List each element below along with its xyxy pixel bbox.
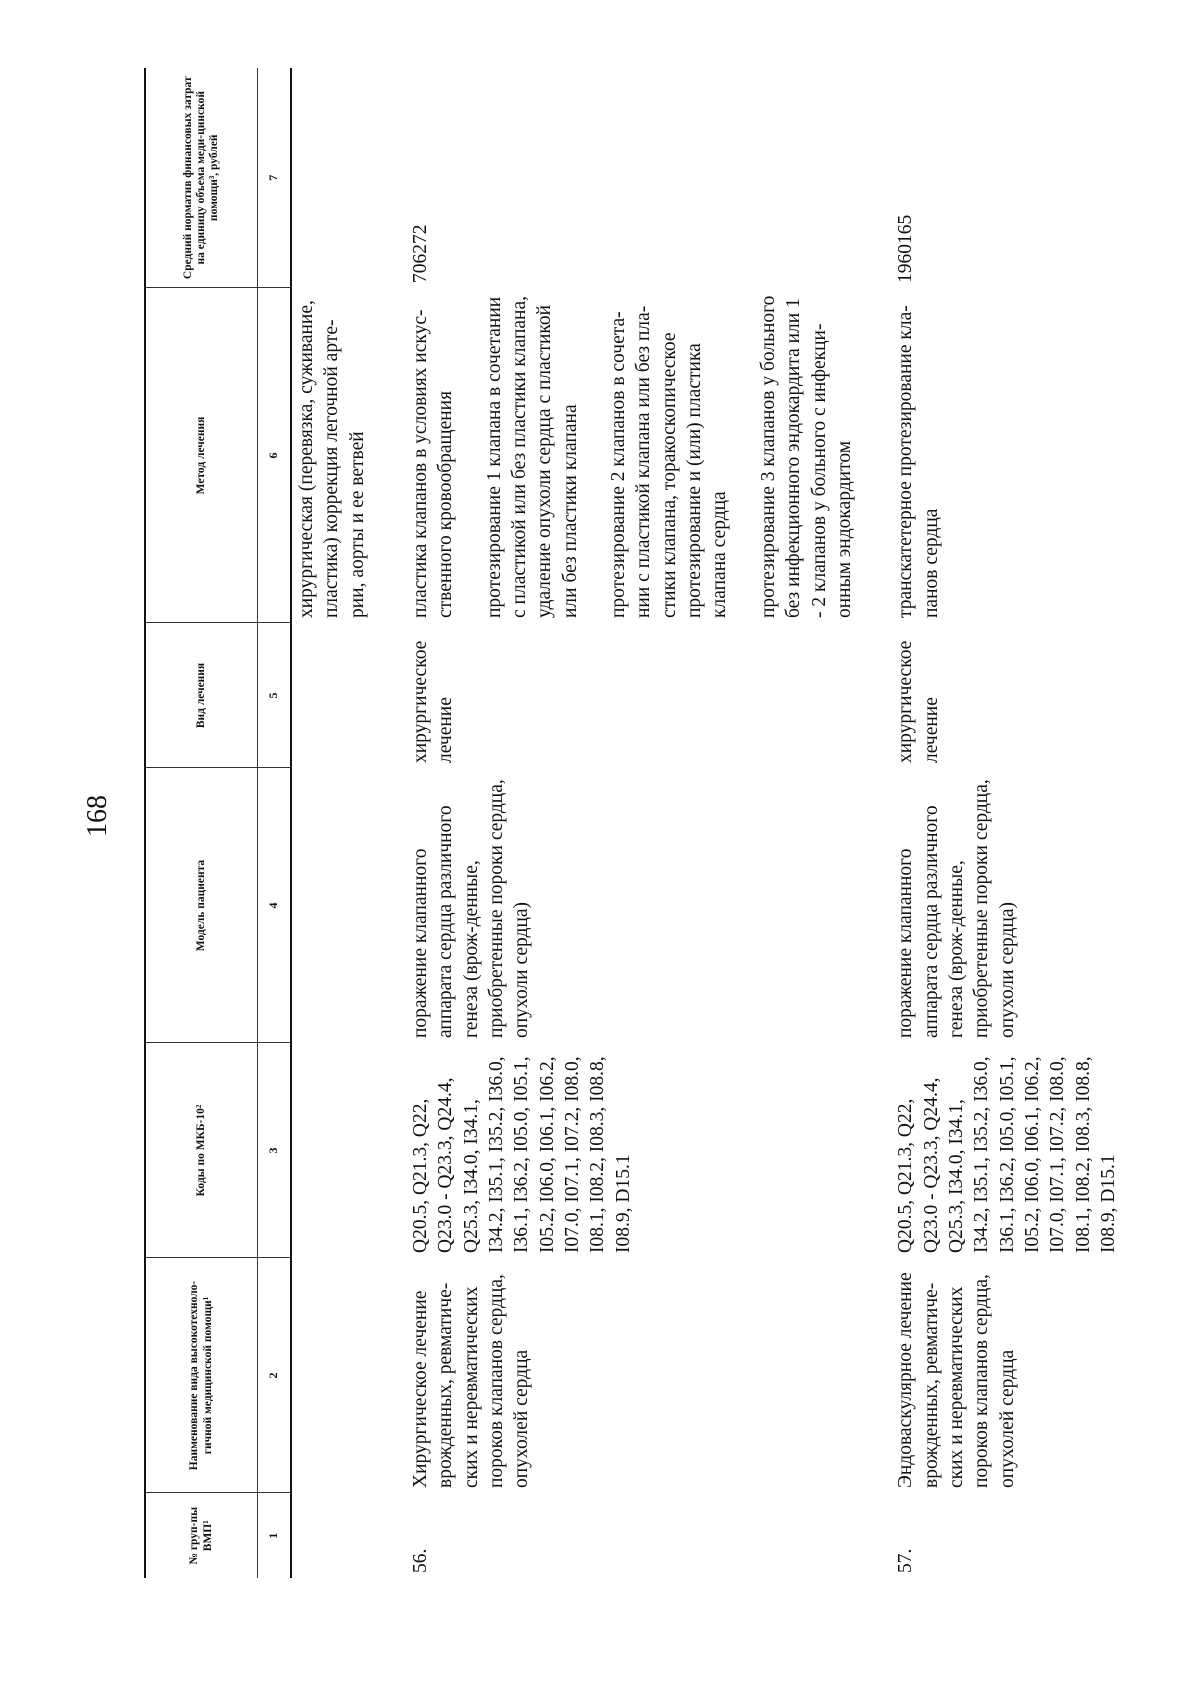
header-row: [145, 68, 258, 1578]
patient-model: поражение клапанного аппарата сердца различного генеза (врож-денные, приобретенные пороки сердца, опухоли сердца): [410, 779, 533, 1038]
vmp-name: Хирургическое лечение врожденных, ревматиче-ских и неревматических пороков клапанов сердца, опухолей сердца: [410, 1274, 533, 1488]
header-name: Наименование вида высокотехноло-гичной медицинской помощи¹: [145, 1258, 258, 1493]
header-method: Метод лечения: [145, 288, 258, 623]
continuation-row: [291, 68, 406, 1578]
column-number: 2: [258, 1258, 292, 1493]
table-row: [406, 68, 859, 1578]
header-group: № груп-пы ВМП¹: [145, 1493, 258, 1578]
column-number: 1: [258, 1493, 292, 1578]
method-item: протезирование 3 клапанов у больного без инфекционного эндокардита или 1 - 2 клапанов у больного с инфекци-онным эндокардитом: [757, 295, 855, 618]
method-item: пластика клапанов в условиях искус-ственного кровообращения: [410, 309, 457, 618]
icd-codes: Q20.5, Q21.3, Q22, Q23.0 - Q23.3, Q24.4, Q25.3, I34.0, I34.1, I34.2, I35.1, I35.2, I36.0, I36.1, I36.2, I05.0, I05.1, I05.2, I06.0, I06.1, I06.2, I07.0, I07.1, I07.2, I08.0, I08.1, I08.2, I08.3, I08.8, I08.9, D15.1: [410, 1056, 634, 1253]
vmp-table: [144, 68, 1123, 1578]
method-cell: [406, 288, 859, 623]
page-number: 168: [82, 795, 113, 837]
method-cell: [891, 288, 1123, 623]
row-spacer: [859, 68, 891, 1578]
header-treatment: Вид лечения: [145, 623, 258, 768]
cost-value: 706272: [410, 224, 432, 283]
group-number: 57.: [895, 1548, 917, 1573]
treatment-type: хирургическое лечение: [410, 640, 457, 763]
document-page: [144, 68, 1200, 1578]
group-number: 56.: [410, 1548, 432, 1573]
icd-codes: Q20.5, Q21.3, Q22, Q23.0 - Q23.3, Q24.4, Q25.3, I34.0, I34.1, I34.2, I35.1, I35.2, I36.0, I36.1, I36.2, I05.0, I05.1, I05.2, I06.0, I06.1, I06.2, I07.0, I07.1, I07.2, I08.0, I08.1, I08.2, I08.3, I08.8, I08.9, D15.1: [895, 1056, 1119, 1253]
header-codes: Коды по МКБ-10²: [145, 1043, 258, 1258]
vmp-name: Эндоваскулярное лечение врожденных, ревматиче-ских и неревматических пороков клапанов сердца, опухолей сердца: [895, 1272, 1018, 1488]
treatment-type: хирургическое лечение: [895, 640, 942, 763]
table-row: [891, 68, 1123, 1578]
column-number: 7: [258, 68, 292, 288]
cost-value: 1960165: [895, 214, 917, 283]
column-number-row: [258, 68, 292, 1578]
method-cell: хирургическая (перевязка, суживание, пластика) коррекция легочной арте-рии, аорты и ее ветвей: [296, 300, 368, 618]
method-item: протезирование 1 клапана в сочетании с пластикой или без пластики клапана, удаление опухоли сердца с пластикой или без пластики клапана: [483, 296, 581, 618]
method-item: протезирование 2 клапанов в сочета-нии с пластикой клапана или без пла-стики клапана, торакоскопическое протезирование и (или) пластика клапана сердца: [608, 305, 731, 618]
column-number: 3: [258, 1043, 292, 1258]
column-number: 6: [258, 288, 292, 623]
column-number: 4: [258, 768, 292, 1043]
header-model: Модель пациента: [145, 768, 258, 1043]
patient-model: поражение клапанного аппарата сердца различного генеза (врож-денные, приобретенные пороки сердца, опухоли сердца): [895, 779, 1018, 1038]
method-item: транскатетерное протезирование кла-панов сердца: [895, 305, 942, 618]
column-number: 5: [258, 623, 292, 768]
header-cost: Средний норматив финансовых затрат на единицу объема меди-цинской помощи³, рублей: [145, 68, 258, 288]
